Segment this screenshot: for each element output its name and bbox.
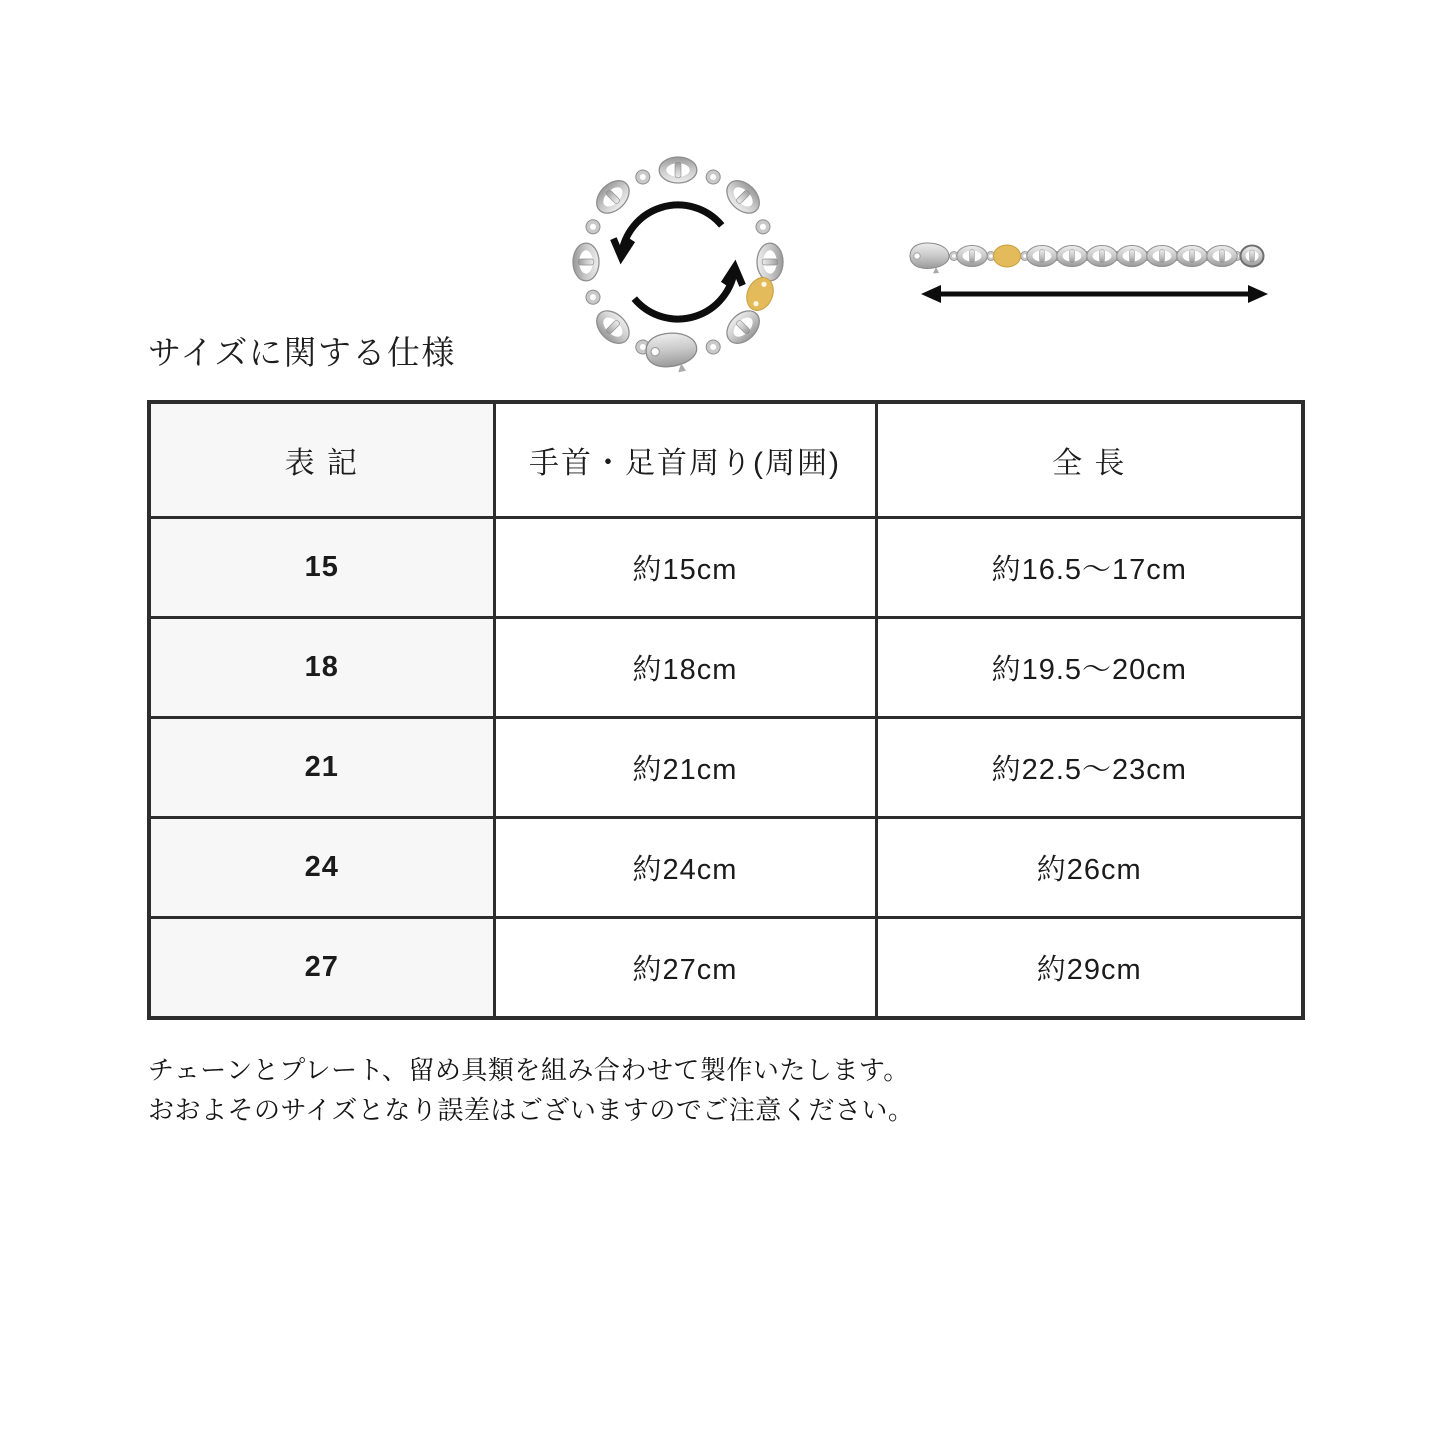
column-header-length: 全 長 [876, 402, 1303, 518]
chain-link [757, 243, 783, 281]
chain-link [721, 174, 766, 219]
lobster-clasp [644, 331, 699, 376]
chain-link [590, 305, 635, 350]
chain-link [1117, 246, 1147, 267]
header-row [149, 402, 1303, 518]
chain-link [1087, 246, 1117, 267]
cell-notation: 18 [149, 618, 494, 718]
table-row [149, 918, 1303, 1019]
cell-length: 約16.5〜17cm [876, 518, 1303, 618]
chain-link [584, 218, 602, 236]
end-ring [1241, 246, 1264, 267]
chain-link [659, 157, 697, 183]
size-table-body [149, 518, 1303, 1019]
chain-link [704, 338, 722, 356]
size-spec-table [147, 400, 1305, 1020]
chain-link [721, 305, 766, 350]
chain-straight-photo [910, 243, 1264, 274]
note-line: チェーンとプレート、留め具類を組み合わせて製作いたします。 [148, 1055, 910, 1085]
cell-circumference: 約18cm [494, 618, 876, 718]
chain-link [634, 168, 652, 186]
length-double-arrow-icon [921, 285, 1268, 303]
table-row [149, 518, 1303, 618]
chain-link [584, 288, 602, 306]
chain-link [1207, 246, 1237, 267]
chain-link [1147, 246, 1177, 267]
table-row [149, 618, 1303, 718]
lobster-clasp [910, 243, 949, 274]
cell-notation: 27 [149, 918, 494, 1019]
cell-circumference: 約15cm [494, 518, 876, 618]
chain-link [1057, 246, 1087, 267]
cell-circumference: 約24cm [494, 818, 876, 918]
cell-length: 約26cm [876, 818, 1303, 918]
chain-link [1177, 246, 1207, 267]
column-header-circumference: 手首・足首周り(周囲) [494, 402, 876, 518]
jewelry-illustration [560, 145, 1280, 380]
cell-length: 約19.5〜20cm [876, 618, 1303, 718]
bracelet-circle-photo [573, 157, 783, 375]
notes [148, 1050, 914, 1130]
page-title: サイズに関する仕様 [148, 334, 456, 371]
cell-circumference: 約21cm [494, 718, 876, 818]
cell-length: 約29cm [876, 918, 1303, 1019]
gold-plate [994, 245, 1021, 267]
cell-circumference: 約27cm [494, 918, 876, 1019]
cell-length: 約22.5〜23cm [876, 718, 1303, 818]
table-row [149, 718, 1303, 818]
chain-link [957, 246, 987, 267]
table-row [149, 818, 1303, 918]
cell-notation: 24 [149, 818, 494, 918]
cell-notation: 21 [149, 718, 494, 818]
cell-notation: 15 [149, 518, 494, 618]
circumference-rotation-arrow-icon [613, 205, 742, 319]
chain-link [590, 174, 635, 219]
column-header-notation: 表 記 [149, 402, 494, 518]
note-line: おおよそのサイズとなり誤差はございますのでご注意ください。 [148, 1095, 915, 1125]
chain-link [1027, 246, 1057, 267]
chain-link [573, 243, 599, 281]
chain-link [704, 168, 722, 186]
chain-link [754, 218, 772, 236]
